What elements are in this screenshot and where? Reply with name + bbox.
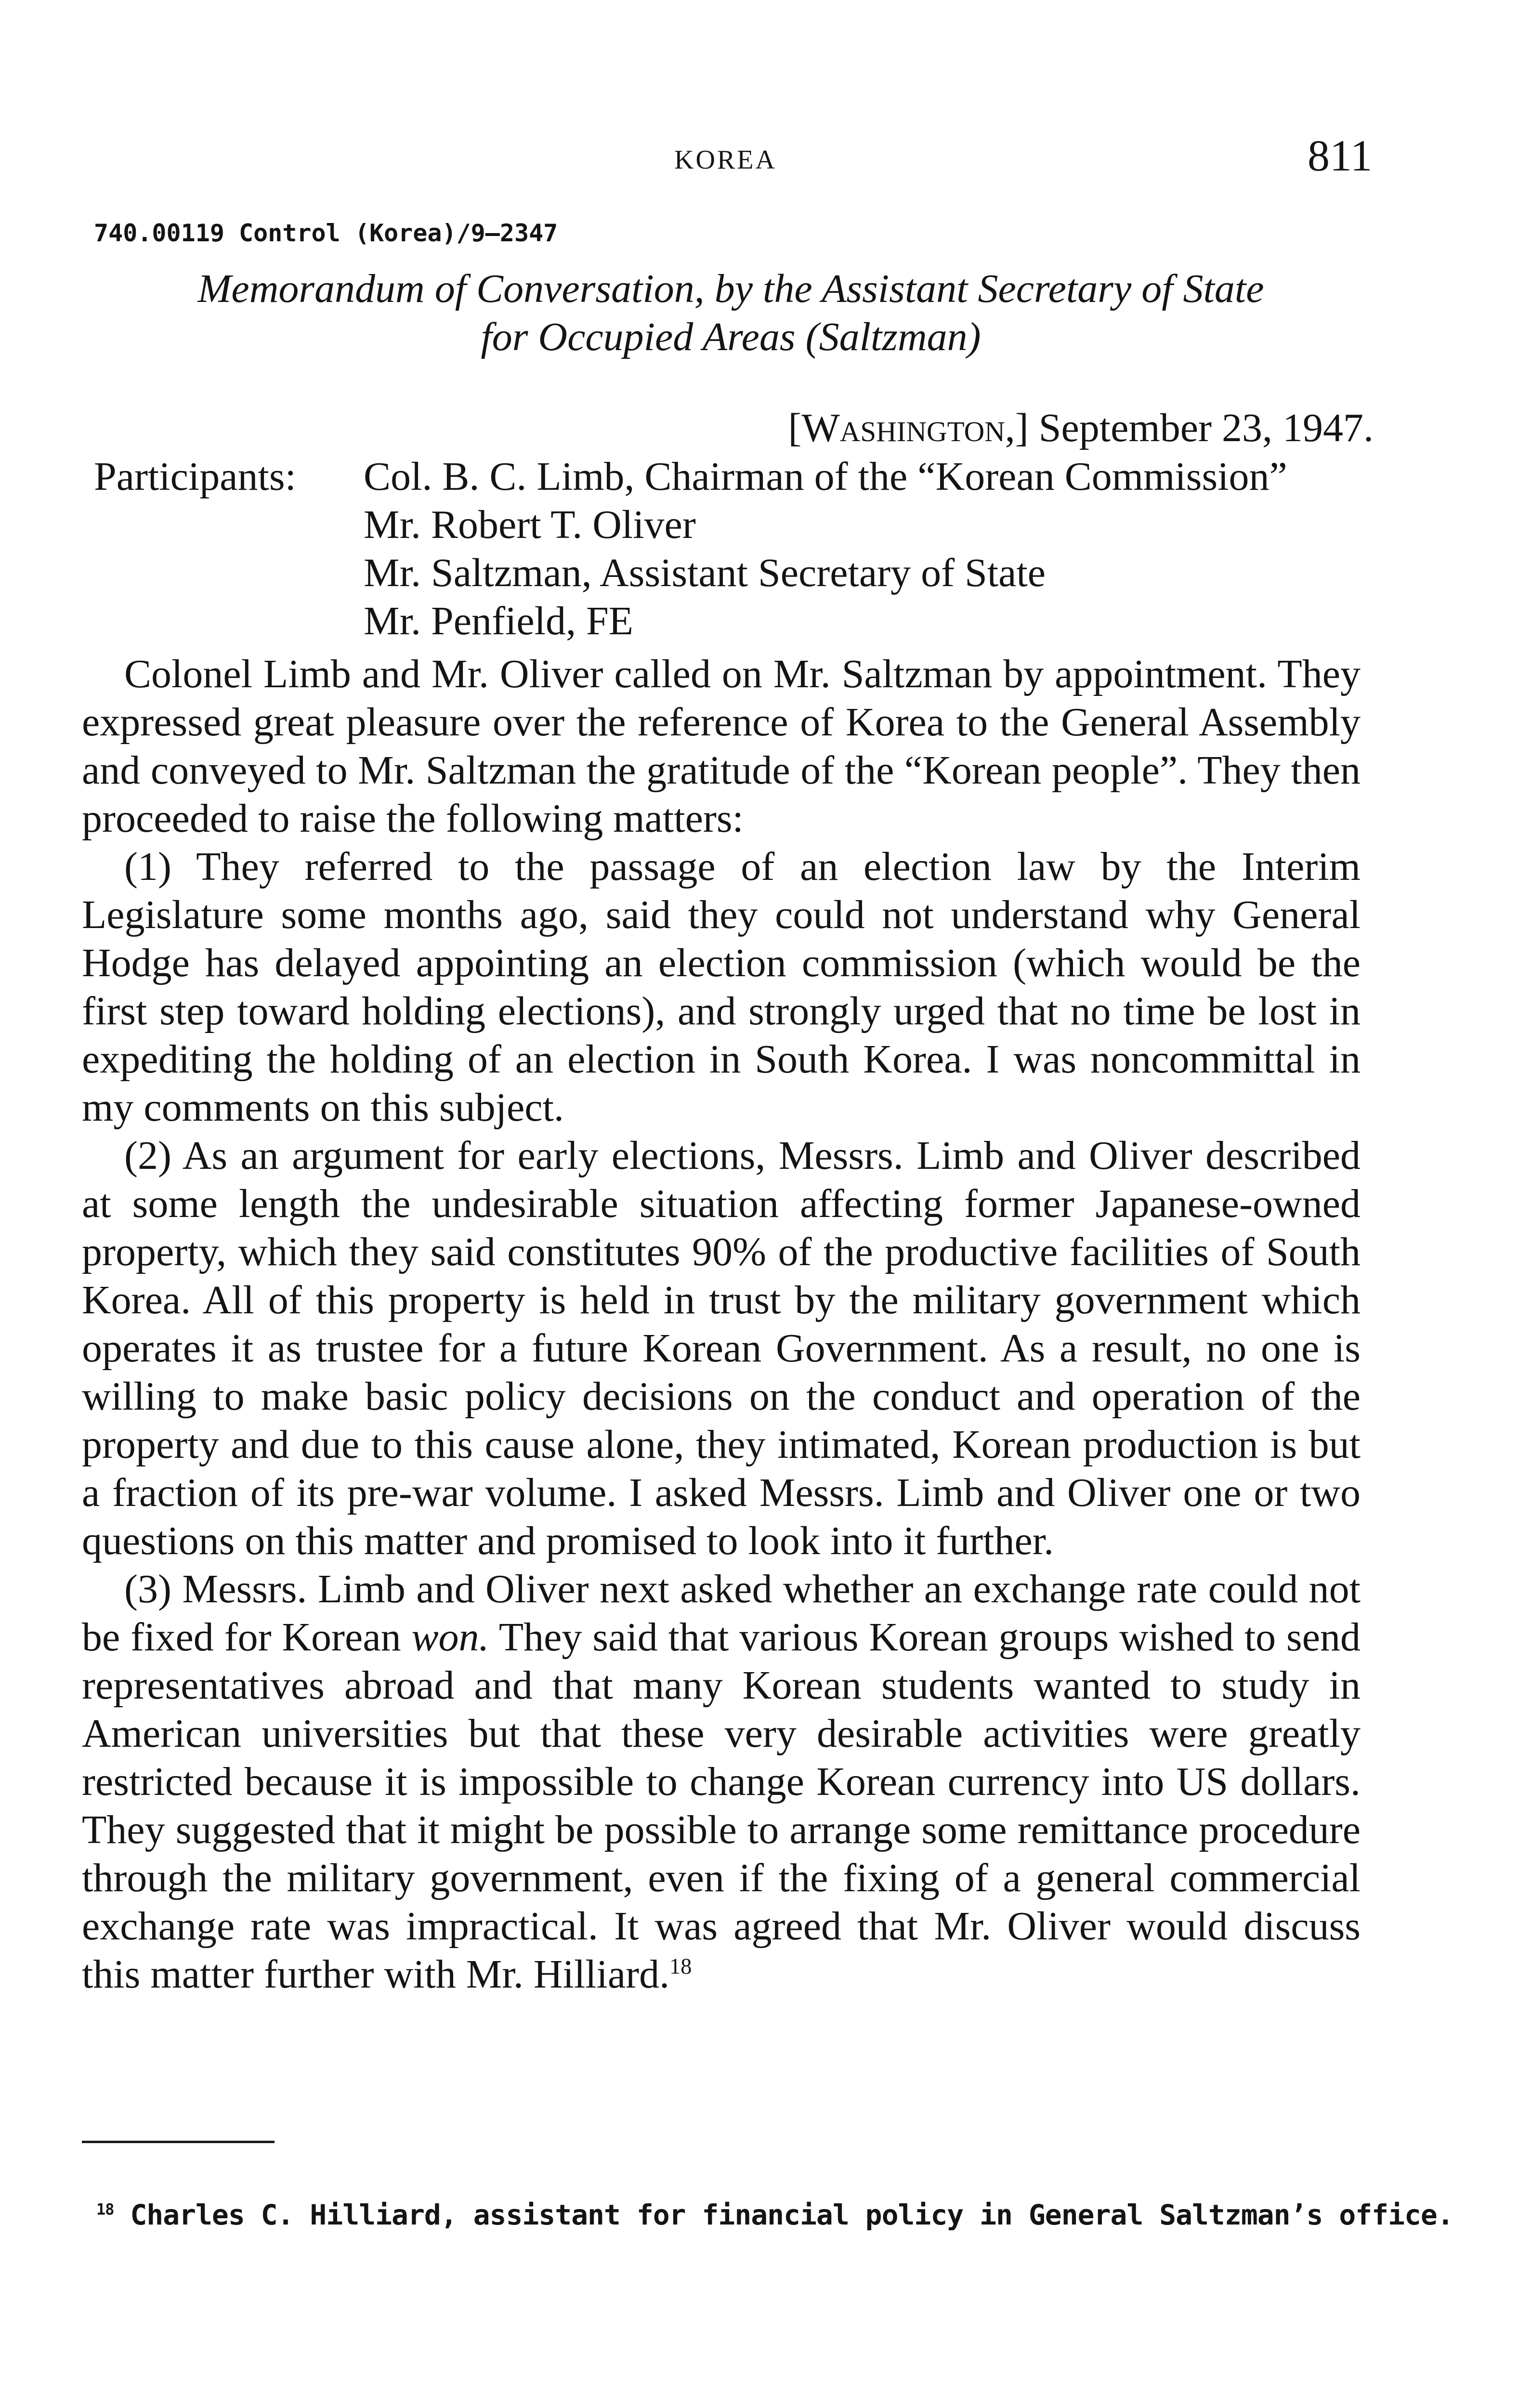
footnote-text: Charles C. Hilliard, assistant for financial policy in General Saltzman’s office. [114,2199,1453,2231]
participant-item: Col. B. C. Limb, Chairman of the “Korean Commission” [364,454,1287,499]
document-title [94,265,1368,361]
footnote [96,2199,1453,2231]
file-reference: 740.00119 Control (Korea)/9–2347 [94,219,558,247]
page-number: 811 [1308,131,1373,180]
memorandum-body [82,650,1361,1999]
footnote-reference: 18 [669,1954,692,1978]
participant-item: Mr. Penfield, FE [364,599,633,643]
participants-list [364,453,1287,645]
paragraph-japanese-property: (2) As an argument for early elections, Messrs. Limb and Oliver described at some length the undesirable situation affecting former Japanese-owned property, which they said constitutes 90% of the productive facilities of South Korea. All of this property is held in trust by the military government which operates it as trustee for a future Korean Government. As a result, no one is willing to make basic policy decisions on the conduct and operation of the property and due to this cause alone, they intimated, Korean production is but a fraction of its pre-war volume. I asked Messrs. Limb and Oliver one or two questions on this matter and promised to look into it further. [82,1133,1361,1563]
title-line-2: for Occupied Areas (Saltzman) [481,314,981,359]
footnote-marker: 18 [96,2200,114,2219]
paragraph-exchange-rate [82,1565,1361,1999]
participants-label: Participants: [94,454,296,499]
italic-term: won. [411,1615,489,1660]
participant-item: Mr. Saltzman, Assistant Secretary of State [364,550,1046,595]
footnote-divider [82,2141,275,2143]
paragraph-intro: Colonel Limb and Mr. Oliver called on Mr. Saltzman by appointment. They expressed great pleasure over the reference of Korea to the General Assembly and conveyed to Mr. Saltzman the gratitude of the “Korean people”. They then proceeded to raise the following matters: [82,652,1361,841]
place: [Washington,] [788,406,1029,450]
title-line-1: Memorandum of Conversation, by the Assistant Secretary of State [197,266,1264,311]
paragraph-text: (3) Messrs. Limb and Oliver next asked whether an exchange rate could not be fixed for Korean [82,1567,1361,1660]
paragraph-election-law: (1) They referred to the passage of an election law by the Interim Legislature some months ago, said they could not understand why General Hodge has delayed appointing an election commission (which would be the first step toward holding elections), and strongly urged that no time be lost in expediting the holding of an election in South Korea. I was noncommittal in my comments on this subject. [82,844,1361,1130]
running-head: KOREA [674,145,777,175]
date: September 23, 1947. [1028,406,1374,450]
place-date-line [788,405,1374,451]
paragraph-text: They said that various Korean groups wished to send representatives abroad and that many Korean students wanted to study in American universities but that these very desirable activities were greatly restricted because it is impossible to change Korean currency into US dollars. They suggested that it might be possible to arrange some remittance procedure through the military government, even if the fixing of a general commercial exchange rate was impractical. It was agreed that Mr. Oliver would discuss this matter further with Mr. Hilliard. [82,1615,1361,1997]
participant-item: Mr. Robert T. Oliver [364,502,696,547]
